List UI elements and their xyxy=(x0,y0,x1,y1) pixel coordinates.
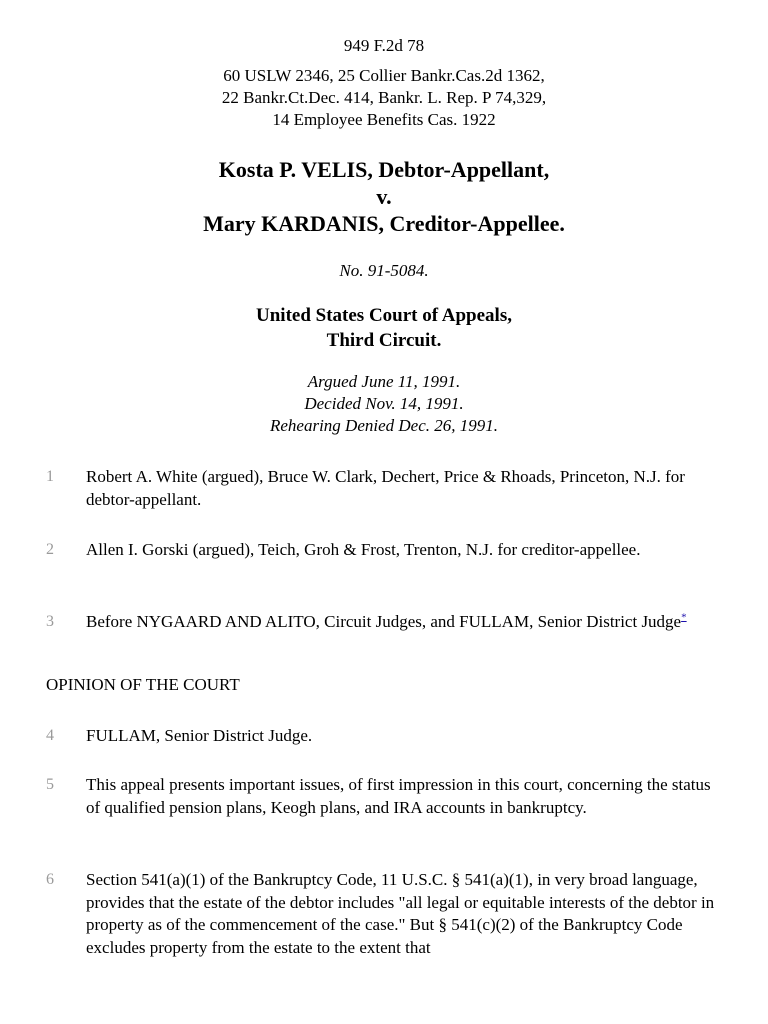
paragraph-number: 3 xyxy=(46,613,54,630)
paragraph-number: 5 xyxy=(46,776,54,793)
caption-versus: v. xyxy=(376,184,392,209)
parallel-citation-line: 60 USLW 2346, 25 Collier Bankr.Cas.2d 1362, xyxy=(223,66,545,85)
paragraph-text: Allen I. Gorski (argued), Teich, Groh & Frost, Trenton, N.J. for creditor-appellee. xyxy=(86,540,641,559)
footnote-link[interactable]: * xyxy=(681,611,687,624)
paragraph-number: 1 xyxy=(46,468,54,485)
date-argued: Argued June 11, 1991. xyxy=(307,372,461,391)
docket-number: No. 91-5084. xyxy=(339,261,429,280)
court-circuit-line: Third Circuit. xyxy=(326,330,442,351)
parallel-citations xyxy=(0,65,768,131)
paragraph-text: This appeal presents important issues, of first impression in this court, concerning the status of qualified pension plans, Keogh plans, and IRA accounts in bankruptcy. xyxy=(86,775,711,817)
paragraph-text: Before NYGAARD AND ALITO, Circuit Judges, and FULLAM, Senior District Judge xyxy=(86,612,682,631)
parallel-citation-line: 14 Employee Benefits Cas. 1922 xyxy=(272,110,496,129)
paragraph-text: Robert A. White (argued), Bruce W. Clark, Dechert, Price & Rhoads, Princeton, N.J. for debtor-appellant. xyxy=(86,467,685,509)
caption-party-appellee: Mary KARDANIS, Creditor-Appellee. xyxy=(203,211,565,236)
case-caption xyxy=(0,156,768,237)
reporter-citation: 949 F.2d 78 xyxy=(343,36,425,55)
caption-party-appellant: Kosta P. VELIS, Debtor-Appellant, xyxy=(218,157,550,182)
paragraph-text: Section 541(a)(1) of the Bankruptcy Code, 11 U.S.C. § 541(a)(1), in very broad language, provides that the estate of the debtor includes "all legal or equitable interests of the debtor in property as of the commencement of the case." But § 541(c)(2) of the Bankruptcy Code excludes property from the estate to the extent that xyxy=(86,870,715,957)
opinion-heading: OPINION OF THE COURT xyxy=(46,675,240,694)
paragraph-number: 2 xyxy=(46,541,54,558)
paragraph-text-container xyxy=(86,611,726,634)
date-decided: Decided Nov. 14, 1991. xyxy=(304,394,464,413)
paragraph-text: FULLAM, Senior District Judge. xyxy=(86,726,313,745)
paragraph-number: 4 xyxy=(46,727,54,744)
paragraph-number: 6 xyxy=(46,871,54,888)
date-rehearing-denied: Rehearing Denied Dec. 26, 1991. xyxy=(269,416,499,435)
court-name-line: United States Court of Appeals, xyxy=(256,305,512,326)
parallel-citation-line: 22 Bankr.Ct.Dec. 414, Bankr. L. Rep. P 74,329, xyxy=(221,88,547,107)
case-dates xyxy=(0,371,768,437)
court-name xyxy=(0,303,768,353)
